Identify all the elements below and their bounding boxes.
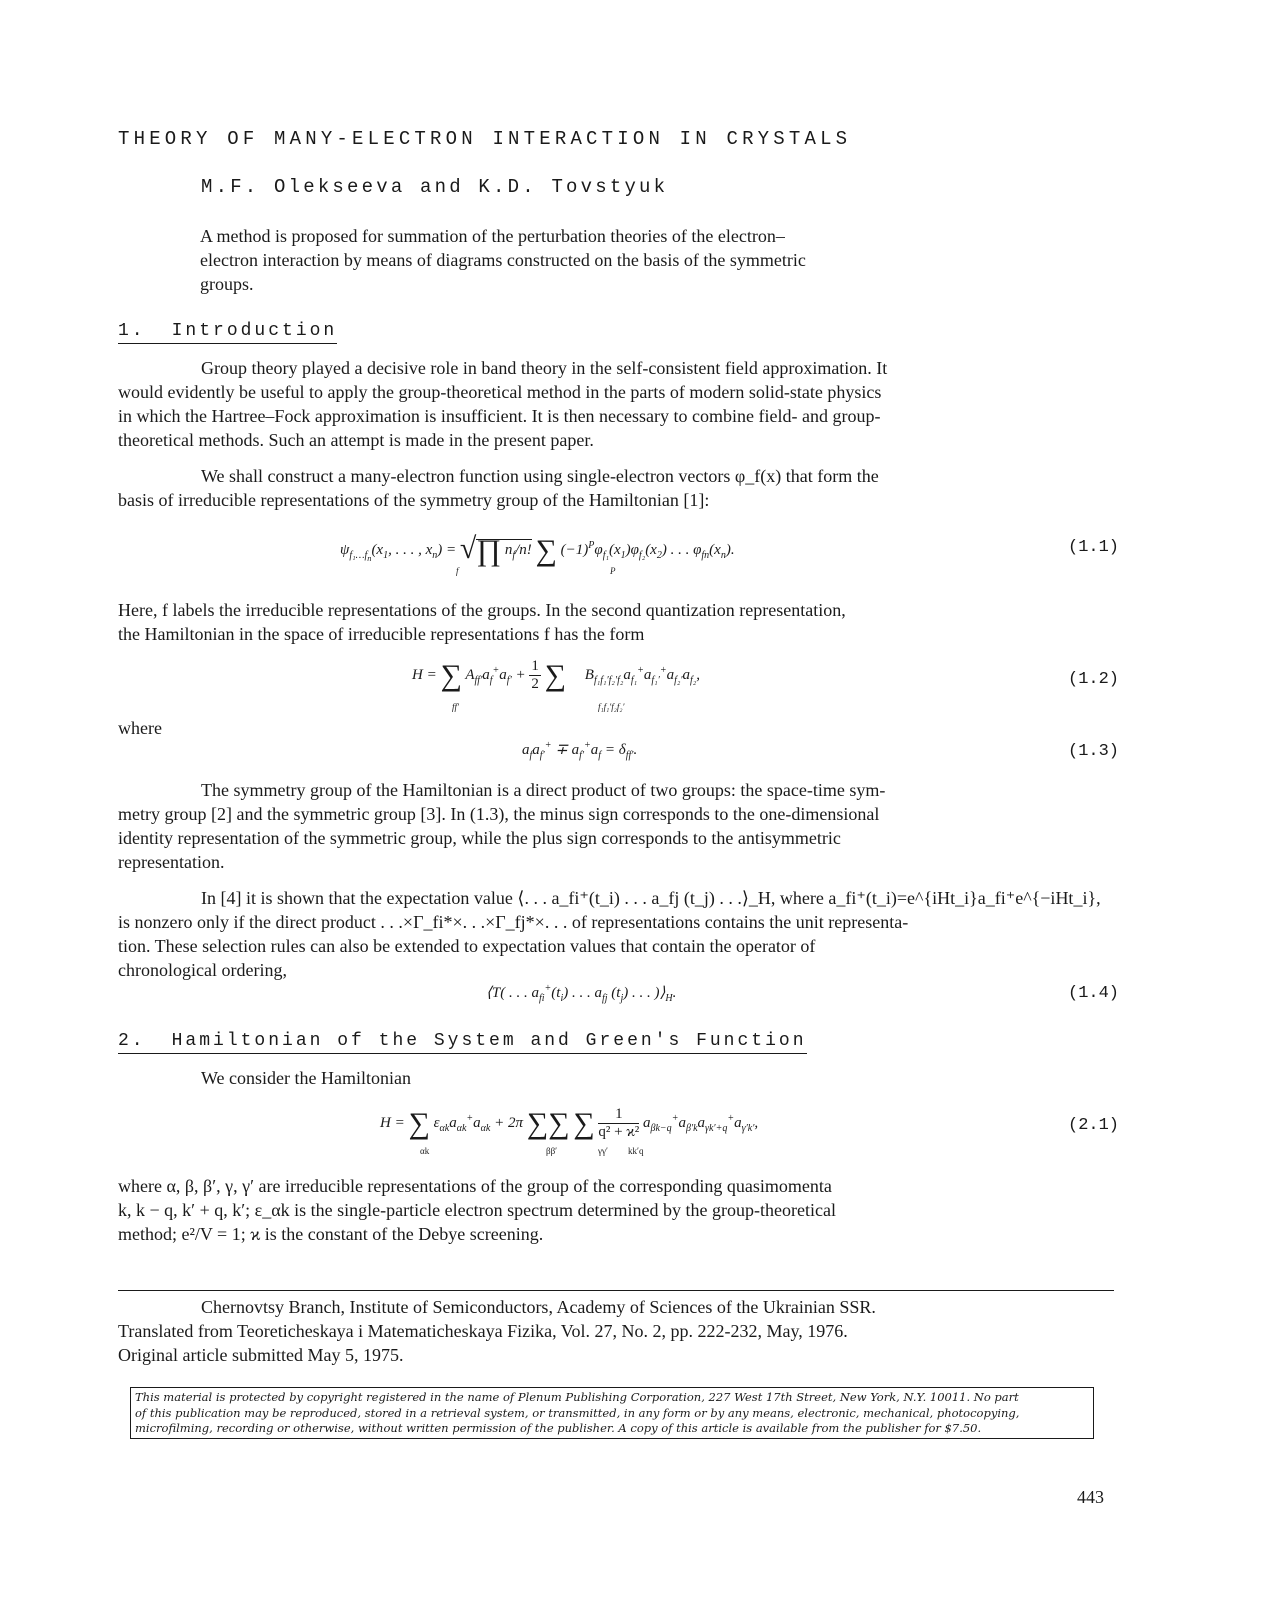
paragraph-line: would evidently be useful to apply the group-theoretical method in the parts of modern solid-state physics (118, 382, 882, 402)
equation-index: γγ′ (598, 1146, 608, 1156)
equation-number: (1.3) (1068, 742, 1120, 761)
paragraph-line: k, k − q, k′ + q, k′; ε_αk is the single-particle electron spectrum determined by the group-theoretical (118, 1200, 836, 1220)
paragraph (118, 598, 1118, 646)
paragraph-line: where α, β, β′, γ, γ′ are irreducible representations of the group of the corresponding quasimomenta (118, 1176, 832, 1196)
paragraph-line: In [4] it is shown that the expectation value ⟨. . . a_fi⁺(t_i) . . . a_fj (t_j) . . .⟩_H, where a_fi⁺(t_i)=e^{iHt_i}a_fi⁺e^{−iHt_i}, (201, 888, 1101, 908)
footnote-divider (118, 1290, 1114, 1291)
equation-index: ff′ (452, 702, 459, 712)
paragraph-line: The symmetry group of the Hamiltonian is a direct product of two groups: the space-time sym- (201, 780, 886, 800)
paragraph-line: chronological ordering, (118, 960, 287, 980)
equation-1-2: H = ∑ $A_{ff'}a_f^+a_{f'}$ + $\frac{1}{2}$ ∑ $B_{f_1f_1'f_2'f_2}a_{f_1}^+a_{f_1'}^+a_{f_2'}a_{f_2}$, (412, 658, 701, 692)
section-number: 2. (118, 1031, 146, 1051)
equation-number: (1.4) (1068, 984, 1120, 1003)
affiliation-line: Chernovtsy Branch, Institute of Semiconductors, Academy of Sciences of the Ukrainian SSR. (201, 1297, 876, 1317)
paragraph (118, 356, 1118, 452)
paragraph-line: Here, f labels the irreducible representations of the groups. In the second quantization representation, (118, 600, 846, 620)
paragraph-line: We consider the Hamiltonian (201, 1068, 411, 1088)
affiliation-note (118, 1295, 876, 1367)
equation-index: P (610, 566, 616, 576)
equation-index: f₁f₁′f₂f₂′ (598, 702, 625, 712)
affiliation-line: Translated from Teoreticheskaya i Matematicheskaya Fizika, Vol. 27, No. 2, pp. 222-232, May, 1976. (118, 1321, 848, 1341)
where-label: where (118, 718, 162, 738)
paragraph (118, 1066, 1118, 1090)
section-title: Hamiltonian of the System and Green's Function (171, 1031, 807, 1051)
equation-index: ββ′ (546, 1146, 558, 1156)
paragraph-line: in which the Hartree–Fock approximation is insufficient. It is then necessary to combine field- and group- (118, 406, 881, 426)
paragraph-line: the Hamiltonian in the space of irreducible representations f has the form (118, 624, 645, 644)
paragraph (118, 1174, 1118, 1246)
equation-1-1: $\psi_{f_1\dots f_n}(x_1$, . . . , $x_n$) = √∏ $n_f/n$! ∑ $(-1)^P\varphi_{f_1}(x_1)\varphi_{f_2}(x_2)$ . . . $\varphi_{fn}(x_n)$. (340, 532, 735, 567)
equation-number: (2.1) (1068, 1116, 1120, 1135)
section-title: Introduction (171, 321, 338, 341)
equation-2-1: H = ∑ $\varepsilon_{\alpha k}a_{\alpha k}^+a_{\alpha k} + 2\pi$ ∑∑ ∑ $\frac{1}{\text{q² + ϰ²}}$ $a_{\beta k-q}^+a_{\beta'k}a_{\gamma k'+q}^+a_{\gamma'k'}$, (380, 1106, 759, 1140)
section-heading-introduction (118, 320, 337, 344)
copyright-line: This material is protected by copyright registered in the name of Plenum Publishing Corporation, 227 West 17th Street, New York, N.Y. 10011. No part (135, 1390, 1019, 1404)
copyright-line: microfilming, recording or otherwise, without written permission of the publisher. A copy of this article is available from the publisher for $7.50. (135, 1421, 982, 1435)
affiliation-line: Original article submitted May 5, 1975. (118, 1345, 404, 1365)
paragraph-line: metry group [2] and the symmetric group [3]. In (1.3), the minus sign corresponds to the one-dimensional (118, 804, 880, 824)
paragraph-line: representation. (118, 852, 225, 872)
equation-number: (1.1) (1068, 538, 1120, 557)
equation-index: αk (420, 1146, 430, 1156)
paragraph-line: basis of irreducible representations of the symmetry group of the Hamiltonian [1]: (118, 490, 710, 510)
paragraph-line: identity representation of the symmetric group, while the plus sign corresponds to the antisymmetric (118, 828, 841, 848)
abstract-line: A method is proposed for summation of the perturbation theories of the electron– (200, 226, 785, 246)
equation-number: (1.2) (1068, 670, 1120, 689)
paragraph (118, 886, 1118, 982)
abstract-line: groups. (200, 274, 254, 294)
paragraph-line: is nonzero only if the direct product . . .×Γ_fi*×. . .×Γ_fj*×. . . of representations contains the unit representa- (118, 912, 909, 932)
paragraph-line: Group theory played a decisive role in band theory in the self-consistent field approximation. It (201, 358, 888, 378)
paragraph (118, 778, 1118, 874)
equation-index: f (456, 566, 459, 576)
paragraph-line: theoretical methods. Such an attempt is made in the present paper. (118, 430, 594, 450)
paragraph (118, 464, 1118, 512)
copyright-notice (130, 1387, 1094, 1439)
page-number: 443 (1077, 1487, 1104, 1507)
abstract (200, 224, 1000, 296)
paragraph-line: method; e²/V = 1; ϰ is the constant of the Debye screening. (118, 1224, 544, 1244)
section-heading-hamiltonian (118, 1030, 807, 1054)
abstract-line: electron interaction by means of diagrams constructed on the basis of the symmetric (200, 250, 806, 270)
paragraph-line: We shall construct a many-electron function using single-electron vectors φ_f(x) that form the (201, 466, 879, 486)
equation-index: kk′q (628, 1146, 644, 1156)
copyright-line: of this publication may be reproduced, stored in a retrieval system, or transmitted, in any form or by any means, electronic, mechanical, photocopying, (135, 1405, 1020, 1420)
paper-authors: M.F. Olekseeva and K.D. Tovstyuk (201, 176, 669, 198)
equation-1-3: $a_fa_{f'}^+ \mp a_{f'}^+a_f = \delta_{ff'}$. (522, 740, 638, 761)
section-number: 1. (118, 321, 146, 341)
paper-title: THEORY OF MANY-ELECTRON INTERACTION IN CRYSTALS (118, 128, 852, 150)
paragraph-line: tion. These selection rules can also be extended to expectation values that contain the operator of (118, 936, 816, 956)
equation-1-4: ⟨T( . . . $a_{fi}^+(t_i)$ . . . $a_{fj}$ $(t_j)$ . . . )$⟩_H$. (486, 983, 677, 1004)
